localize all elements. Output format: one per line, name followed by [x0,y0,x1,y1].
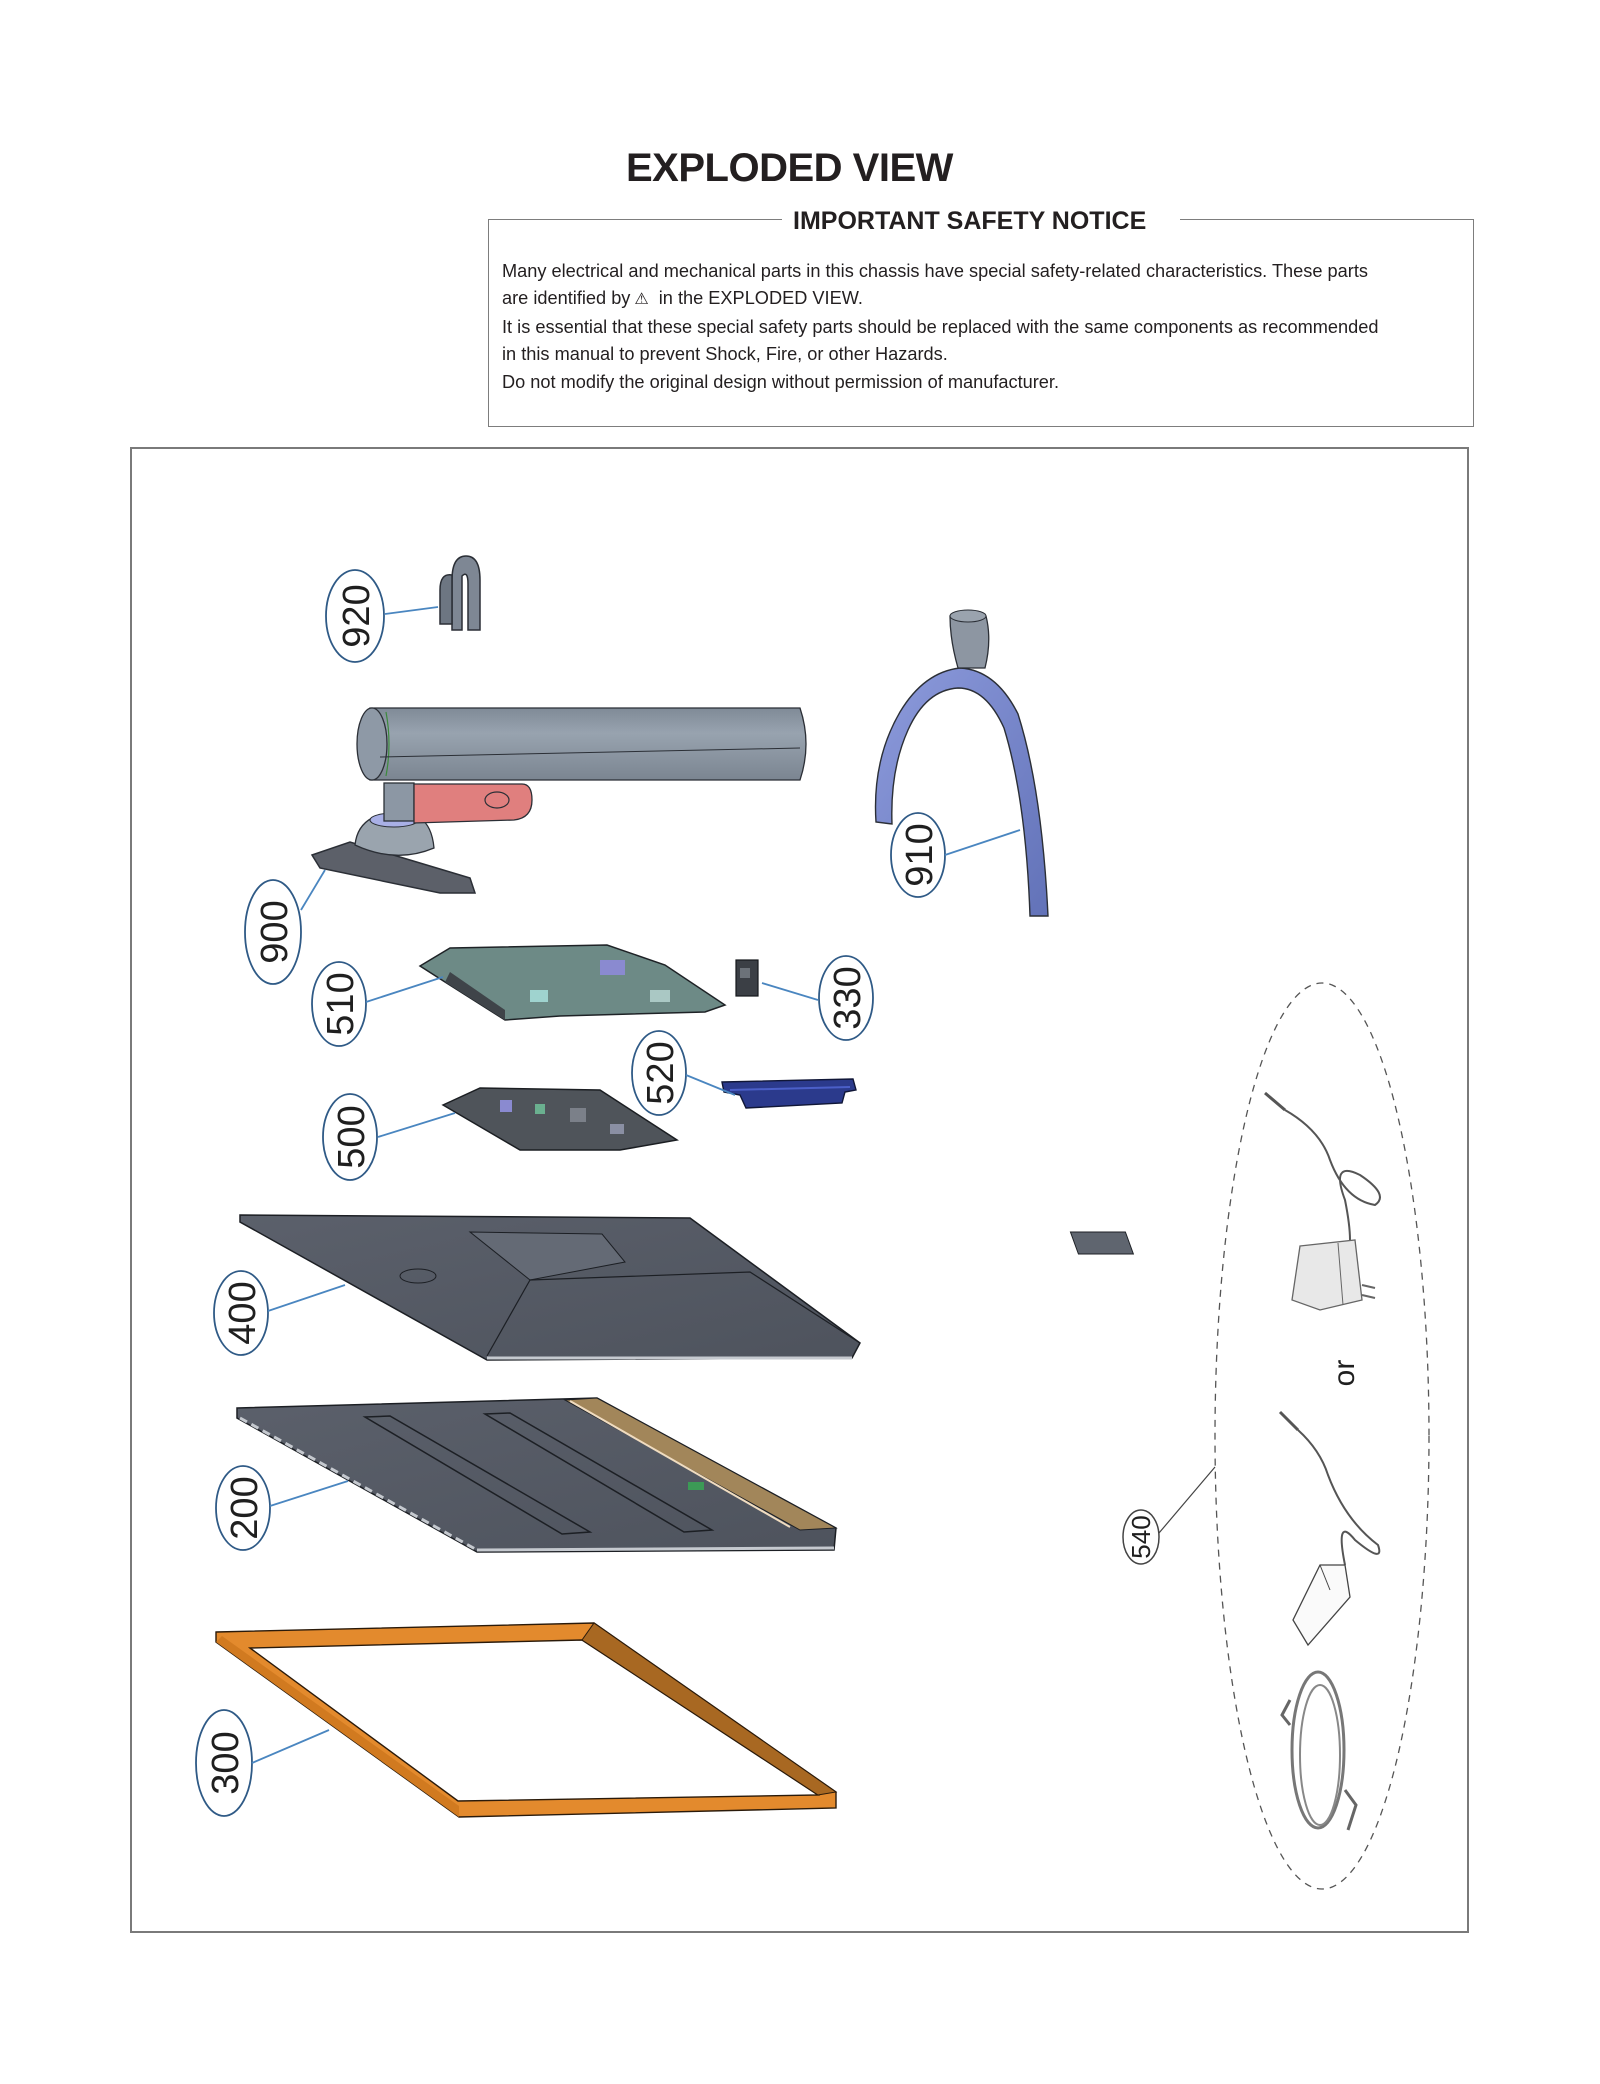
label-510 [312,962,443,1046]
part-330-connector [736,960,758,996]
part-number: 540 [1126,1515,1156,1559]
part-number: 300 [205,1731,247,1795]
part-200-lcd-panel [237,1398,836,1552]
notice-heading: IMPORTANT SAFETY NOTICE [793,207,1147,235]
label-300 [196,1710,329,1816]
alternative-or-label: or [1328,1359,1361,1387]
part-number: 910 [899,823,941,887]
part-920-clip [440,556,480,630]
part-number: 900 [254,900,296,964]
wall-adapter-icon [1265,1093,1380,1310]
part-number: 920 [336,584,378,648]
notice-line: It is essential that these special safety parts should be replaced with the same components as recommended [502,316,1379,337]
warning-triangle-icon: ⚠ [634,291,649,309]
part-number: 200 [224,1476,266,1540]
label-400 [214,1271,345,1355]
label-330 [762,956,873,1040]
notice-line: in this manual to prevent Shock, Fire, or other Hazards. [502,344,948,365]
part-510-mainboard [420,945,725,1020]
label-900 [245,870,325,984]
part-number: 520 [640,1041,682,1105]
part-540-adapter-group [1215,983,1429,1889]
label-540 [1123,1467,1215,1564]
part-number: 500 [331,1105,373,1169]
part-number: 510 [320,972,362,1036]
part-900-stand [312,708,806,893]
power-cord-icon [1282,1672,1356,1830]
label-920 [326,570,438,662]
label-500 [323,1094,455,1180]
notice-line: Do not modify the original design without permission of manufacturer. [502,371,1060,392]
page-title: EXPLODED VIEW [626,146,953,190]
part-number: 330 [827,966,869,1030]
label-520 [632,1031,735,1115]
notice-line-text: are identified by [502,288,631,309]
label-200 [216,1466,348,1550]
part-300-bezel-frame [216,1623,836,1817]
desktop-adapter-icon [1280,1412,1379,1645]
part-520-bar [722,1079,856,1108]
notice-line: Many electrical and mechanical parts in this chassis have special safety-related characteristics. These parts [502,261,1368,281]
part-number: 400 [222,1281,264,1345]
part-400-back-cover [240,1215,1133,1360]
label-910 [891,813,1020,897]
notice-line-text: in the EXPLODED VIEW. [658,288,863,309]
